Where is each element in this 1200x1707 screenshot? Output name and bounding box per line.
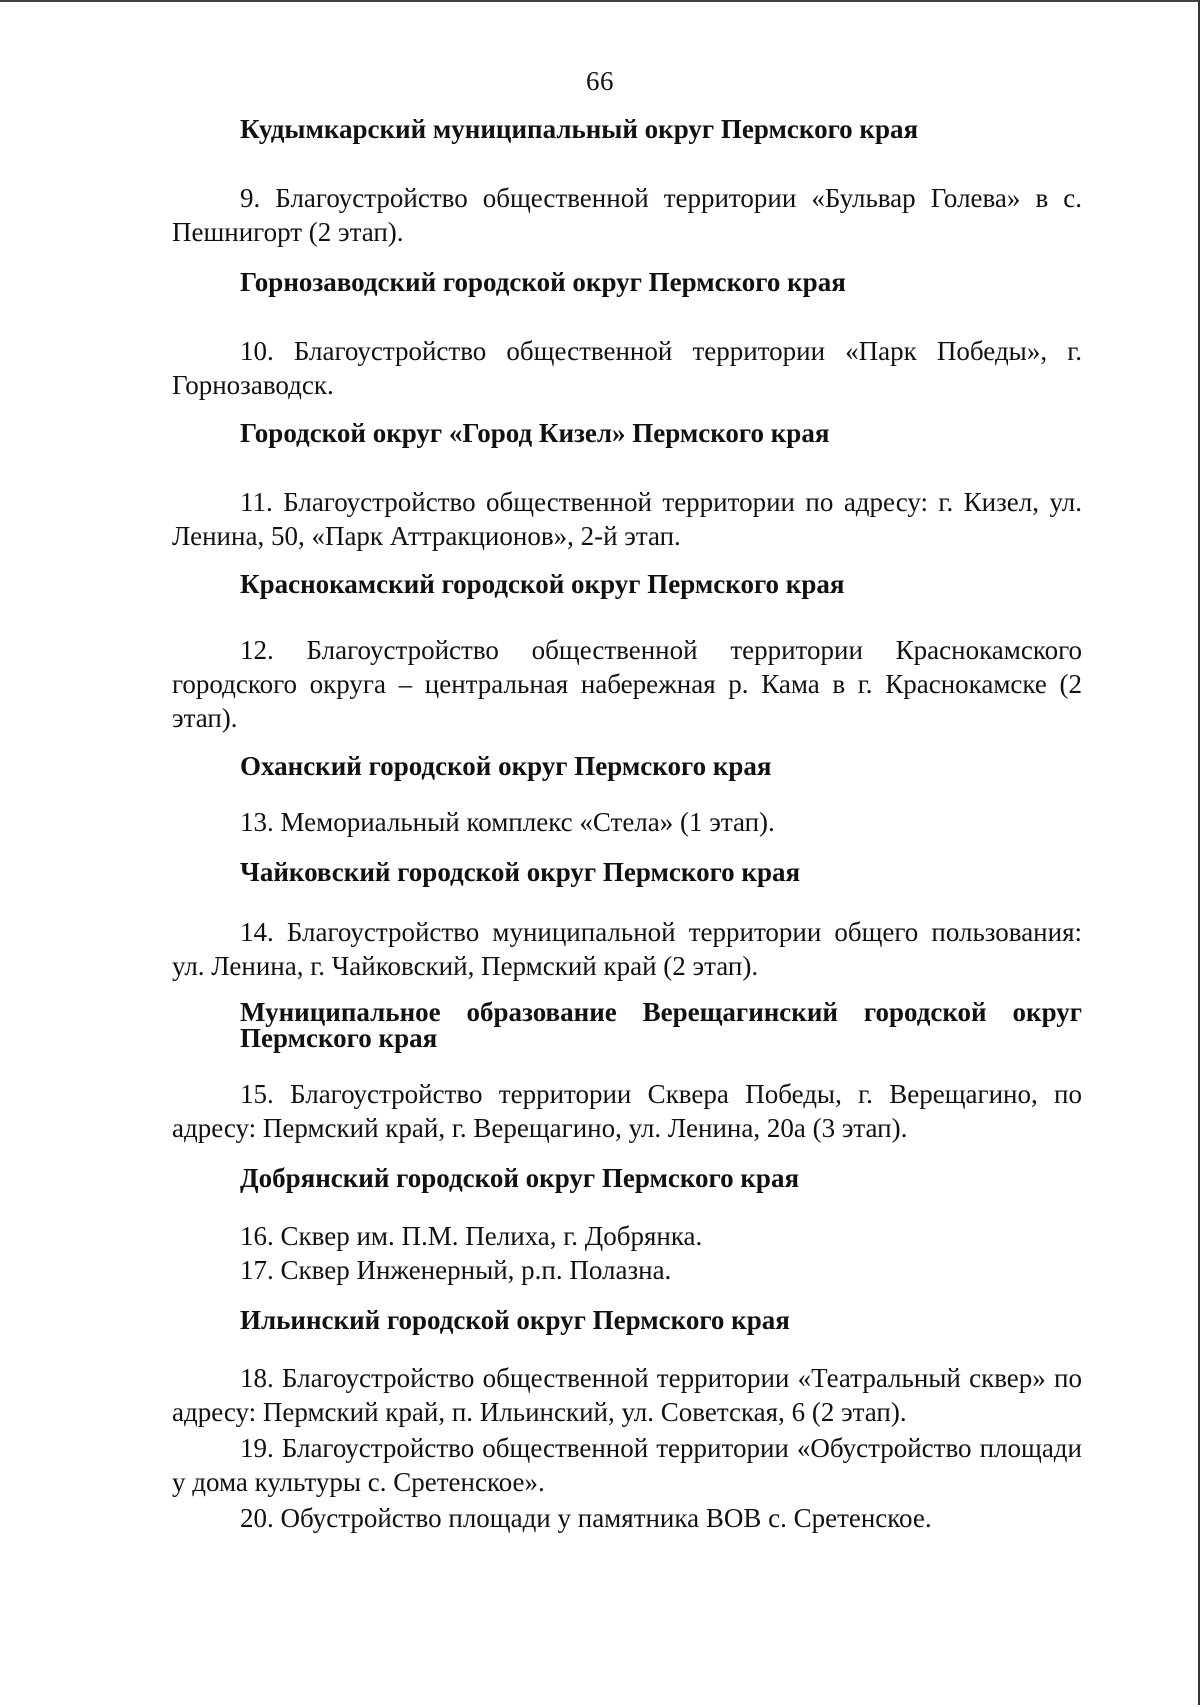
- section-heading: Городской округ «Город Кизел» Пермского края: [240, 418, 830, 448]
- section-heading: Кудымкарский муниципальный округ Пермского края: [240, 114, 919, 144]
- section-heading: Муниципальное образование Верещагинский городской округ Пермского края: [240, 997, 1082, 1053]
- section-heading: Оханский городской округ Пермского края: [240, 751, 772, 781]
- section-vereshchagino: [172, 999, 1082, 1145]
- list-item: 9. Благоустройство общественной территории «Бульвар Голева» в с. Пешнигорт (2 этап).: [172, 183, 1082, 247]
- list-item: 18. Благоустройство общественной территории «Театральный сквер» по адресу: Пермский край, п. Ильинский, ул. Советская, 6 (2 этап).: [172, 1363, 1082, 1427]
- section-chaykovsky: [172, 855, 1082, 983]
- list-item: 13. Мемориальный комплекс «Стела» (1 этап).: [240, 807, 775, 837]
- section-kudymkar: [172, 112, 1082, 249]
- list-item: 11. Благоустройство общественной территории по адресу: г. Кизел, ул. Ленина, 50, «Парк Аттракционов», 2-й этап.: [172, 487, 1082, 551]
- list-item: 14. Благоустройство муниципальной территории общего пользования: ул. Ленина, г. Чайковский, Пермский край (2 этап).: [172, 917, 1082, 981]
- list-item: 15. Благоустройство территории Сквера Победы, г. Верещагино, по адресу: Пермский край, г. Верещагино, ул. Ленина, 20а (3 этап).: [172, 1079, 1082, 1143]
- list-item: 16. Сквер им. П.М. Пелиха, г. Добрянка.: [240, 1221, 703, 1251]
- section-ilinsky: [172, 1303, 1082, 1535]
- section-okhansk: [172, 749, 1082, 839]
- section-heading: Ильинский городской округ Пермского края: [240, 1305, 790, 1335]
- list-item: 10. Благоустройство общественной территории «Парк Победы», г. Горнозаводск.: [172, 336, 1082, 400]
- section-dobryanka: [172, 1161, 1082, 1287]
- list-item: 12. Благоустройство общественной территории Краснокамского городского округа – центральная набережная р. Кама в г. Краснокамске (2 этап).: [172, 635, 1082, 733]
- list-item: 20. Обустройство площади у памятника ВОВ с. Сретенское.: [240, 1503, 932, 1533]
- section-heading: Добрянский городской округ Пермского края: [240, 1163, 800, 1193]
- section-krasnokamsk: [172, 567, 1082, 735]
- section-heading: Горнозаводский городской округ Пермского края: [240, 267, 846, 297]
- list-item: 17. Сквер Инженерный, р.п. Полазна.: [240, 1255, 672, 1285]
- section-heading: Чайковский городской округ Пермского края: [240, 857, 801, 887]
- document-body: [172, 112, 1082, 1535]
- scan-edge: [0, 2, 3, 1707]
- section-heading: Краснокамский городской округ Пермского края: [240, 569, 845, 599]
- page-number: 66: [586, 66, 614, 96]
- section-kizel: [172, 416, 1082, 553]
- list-item: 19. Благоустройство общественной территории «Обустройство площади у дома культуры с. Сретенское».: [172, 1433, 1082, 1497]
- section-gornozavodsk: [172, 265, 1082, 402]
